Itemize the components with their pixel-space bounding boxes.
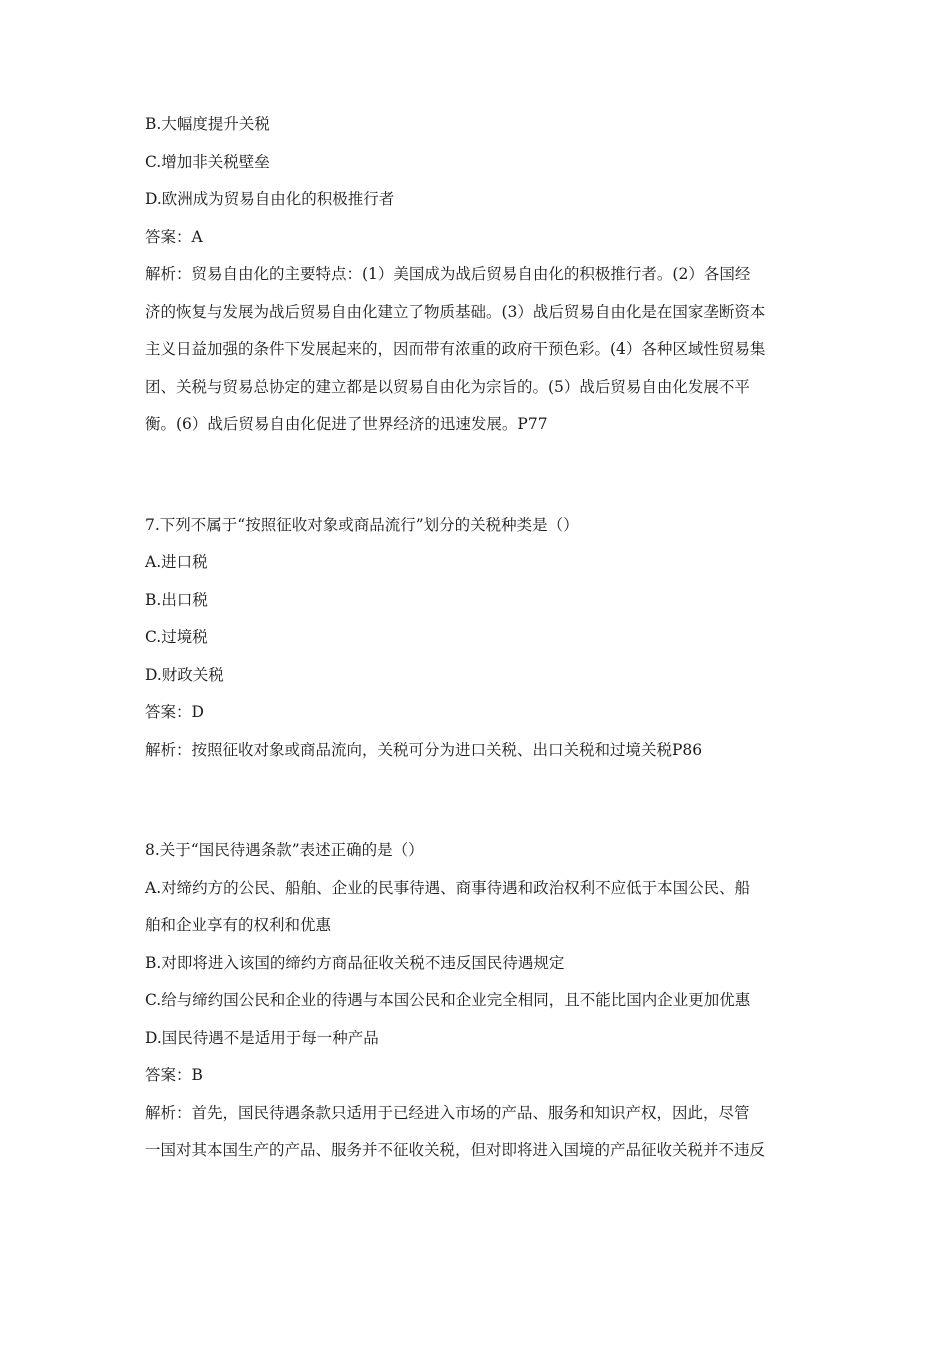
option-d: D.欧洲成为贸易自由化的积极推行者 [145, 190, 395, 208]
answer: 答案：D [145, 703, 204, 721]
option-b: B.出口税 [145, 590, 208, 609]
analysis-line: 解析：按照征收对象或商品流向，关税可分为进口关税、出口关税和过境关税P86 [145, 740, 703, 759]
analysis-line: 团、关税与贸易总协定的建立都是以贸易自由化为宗旨的。(5）战后贸易自由化发展不平 [145, 377, 750, 396]
analysis-line: 一国对其本国生产的产品、服务并不征收关税，但对即将进入国境的产品征收关税并不违反 [145, 1141, 766, 1159]
option-a-continued: 舶和企业享有的权利和优惠 [145, 916, 332, 934]
option-d: D.财政关税 [145, 665, 224, 684]
question-stem: 8.关于“国民待遇条款”表述正确的是（） [145, 841, 424, 859]
option-a: A.进口税 [145, 553, 208, 571]
question-7 [145, 507, 835, 770]
analysis-line: 主义日益加强的条件下发展起来的，因而带有浓重的政府干预色彩。(4）各种区域性贸易集 [145, 340, 766, 358]
option-b: B.对即将进入该国的缔约方商品征收关税不违反国民待遇规定 [145, 953, 565, 972]
option-b: B.大幅度提升关税 [145, 115, 270, 133]
option-a: A.对缔约方的公民、船舶、企业的民事待遇、商事待遇和政治权利不应低于本国公民、船 [145, 878, 751, 897]
analysis-line: 衡。(6）战后贸易自由化促进了世界经济的迅速发展。P77 [145, 415, 548, 433]
option-c: C.增加非关税壁垒 [145, 152, 270, 171]
document-page [145, 106, 835, 1170]
answer: 答案：B [145, 1066, 203, 1084]
question-6-continued [145, 106, 835, 444]
option-c: C.给与缔约国公民和企业的待遇与本国公民和企业完全相同，且不能比国内企业更加优惠 [145, 991, 751, 1009]
spacer [145, 769, 835, 832]
analysis-line: 解析：首先，国民待遇条款只适用于已经进入市场的产品、服务和知识产权，因此，尽管 [145, 1103, 750, 1122]
analysis-line: 解析：贸易自由化的主要特点：(1）美国成为战后贸易自由化的积极推行者。(2）各国经 [145, 265, 751, 283]
question-stem: 7.下列不属于“按照征收对象或商品流行”划分的关税种类是（） [145, 515, 579, 534]
option-c: C.过境税 [145, 628, 208, 646]
analysis-line: 济的恢复与发展为战后贸易自由化建立了物质基础。(3）战后贸易自由化是在国家垄断资本 [145, 302, 766, 321]
answer: 答案：A [145, 227, 203, 246]
spacer [145, 444, 835, 507]
option-d: D.国民待遇不是适用于每一种产品 [145, 1028, 379, 1047]
question-8 [145, 832, 835, 1170]
